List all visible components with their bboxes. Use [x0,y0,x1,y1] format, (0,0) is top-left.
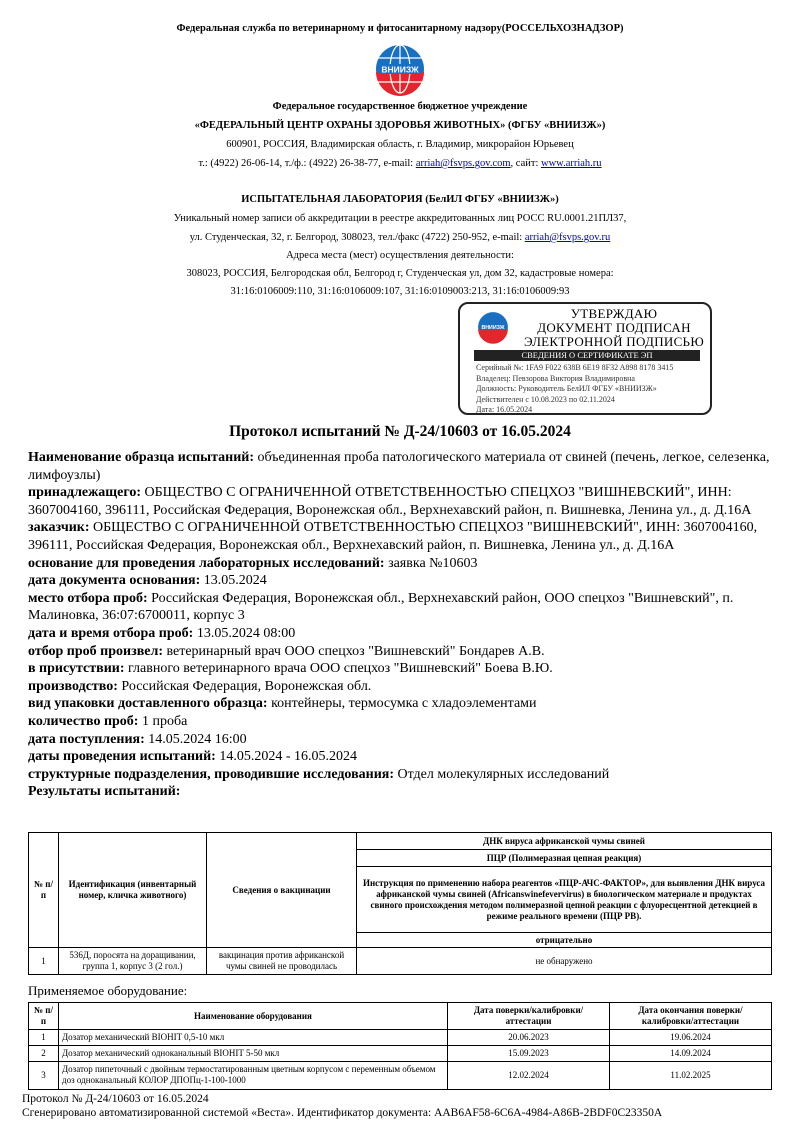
agency-name: Федеральная служба по ветеринарному и фитосанитарному надзору(РОССЕЛЬХОЗНАДЗОР) [176,23,624,34]
field-label: место отбора проб: [28,590,148,606]
table-row [29,948,772,975]
lab-name: ИСПЫТАТЕЛЬНАЯ ЛАБОРАТОРИЯ (БелИЛ ФГБУ «ВНИИЗЖ») [241,194,559,205]
col-num: № п/п [29,833,59,948]
field-label: Результаты испытаний: [28,784,181,800]
header-instruction: Инструкция по применению набора реагентов «ПЦР-АЧС-ФАКТОР», для выявления ДНК вируса африканской чумы свиней (Africanswinefevervirus) в биологическом материале и продуктах свиного происхождения методом полимеразной цепной реакции с флуоресцентной детекцией в режиме реального времени (ПЦР РВ). [357,867,772,933]
field-label: основание для проведения лабораторных исследований: [28,555,385,571]
org-address: 600901, РОССИЯ, Владимирская область, г. Владимир, микрорайон Юрьевец [226,139,574,150]
field-value: 13.05.2024 [200,573,267,589]
eq-col-date: Дата поверки/калибровки/аттестации [448,1003,610,1030]
org-type: Федеральное государственное бюджетное учреждение [272,101,528,112]
field-row [28,643,778,661]
eq-date: 15.09.2023 [448,1045,610,1061]
equipment-label: Применяемое оборудование: [28,983,188,998]
eq-num: 3 [29,1061,59,1089]
field-value: Российская Федерация, Воронежская обл., Верхнехавский район, ООО спецхоз "Вишневский", п. Малиновка, 36:07:6700011, корпус 3 [28,590,734,624]
field-row [28,590,778,625]
eq-num: 2 [29,1045,59,1061]
eq-end: 14.09.2024 [610,1045,772,1061]
table-row [29,1030,772,1046]
stamp-logo-icon [474,309,512,345]
protocol-title: Протокол испытаний № Д-24/10603 от 16.05.2024 [229,423,571,440]
field-row [28,484,778,519]
eq-end: 19.06.2024 [610,1030,772,1046]
eq-col-num: № п/п [29,1003,59,1030]
org-site-link[interactable]: www.arriah.ru [541,158,602,169]
field-value: 13.05.2024 08:00 [193,625,296,641]
eq-num: 1 [29,1030,59,1046]
eq-name: Дозатор механический BIOHIT 0,5-10 мкл [59,1030,448,1046]
eq-name: Дозатор механический одноканальный BIOHIT 5-50 мкл [59,1045,448,1061]
svg-text:ВНИИЗЖ: ВНИИЗЖ [481,325,505,332]
site-label: , сайт: [510,158,541,169]
field-label: дата и время отбора проб: [28,625,194,641]
field-value: главного ветеринарного врача ООО спецхоз "Вишневский" Боева В.Ю. [124,661,553,677]
lab-addr-text: ул. Студенческая, 32, г. Белгород, 308023, тел./факс (4722) 250-952, e-mail: [189,232,525,243]
footer-generated: Сгенерировано автоматизированной системой «Веста». Идентификатор документа: AAB6AF58-6C6A-4984-A86B-2BDF0C23350A [22,1107,663,1119]
field-value: 14.05.2024 - 16.05.2024 [215,749,357,765]
field-row [28,731,778,749]
eq-end: 11.02.2025 [610,1061,772,1089]
field-row [28,695,778,713]
lab-email-link[interactable]: arriah@fsvps.gov.ru [524,232,611,243]
field-row [28,449,778,484]
org-email-link[interactable]: arriah@fsvps.gov.com [415,158,511,169]
org-contacts [0,155,800,173]
eq-col-name: Наименование оборудования [59,1003,448,1030]
field-label: вид упаковки доставленного образца: [28,696,268,712]
field-row [28,625,778,643]
footer-protocol: Протокол № Д-24/10603 от 16.05.2024 [22,1093,209,1105]
org-name: «ФЕДЕРАЛЬНЫЙ ЦЕНТР ОХРАНЫ ЗДОРОВЬЯ ЖИВОТНЫХ» (ФГБУ «ВНИИЗЖ») [194,120,606,131]
header-method: ПЦР (Полимеразная цепная реакция) [357,850,772,867]
e-signature-stamp [458,302,712,415]
stamp-serial: Серийный №: 1FA9 F022 638B 6E19 8F32 A898 8178 3415 [476,363,674,372]
stamp-cert-bar: СВЕДЕНИЯ О СЕРТИФИКАТЕ ЭП [474,350,700,361]
org-phone: т.: (4922) 26-06-14, т./ф.: (4922) 26-38-77, e-mail: [198,158,416,169]
results-table [28,832,772,975]
table-row [29,1045,772,1061]
eq-name: Дозатор пипеточный с двойным термостатированным цветным корпусом с переменным объемом доз одноканальный КОЛОР ДПОПц-1-100-1000 [59,1061,448,1089]
stamp-valid: Действителен с 10.08.2023 по 02.11.2024 [476,394,615,404]
eq-date: 20.06.2023 [448,1030,610,1046]
field-row [28,678,778,696]
row-vacc: вакцинация против африканской чумы свиней не проводилась [207,948,357,975]
stamp-approve: УТВЕРЖДАЮ [570,306,658,321]
field-label: заказчик: [28,520,90,536]
vniizzh-logo [370,40,430,98]
lab-accreditation: Уникальный номер записи об аккредитации в реестре аккредитованных лиц РОСС RU.0001.21ПЛ37, [173,213,627,224]
eq-date: 12.02.2024 [448,1061,610,1089]
stamp-owner: Владелец: Певзорова Виктория Владимировна [476,373,635,383]
field-value: Отдел молекулярных исследований [394,766,610,782]
svg-text:ВНИИЗЖ: ВНИИЗЖ [381,64,419,75]
field-row [28,519,778,554]
stamp-info [476,363,673,416]
row-num: 1 [29,948,59,975]
equipment-table [28,1002,772,1090]
table-row [29,1061,772,1089]
col-id: Идентификация (инвентарный номер, кличка животного) [59,833,207,948]
field-label: производство: [28,678,118,694]
stamp-electronic: ЭЛЕКТРОННОЙ ПОДПИСЬЮ [524,334,704,349]
field-value: Российская Федерация, Воронежская обл. [117,678,372,694]
field-row [28,555,778,573]
field-label: дата документа основания: [28,573,201,589]
field-value: объединенная проба патологического материала от свиней (печень, легкое, селезенка, лимфоузлы) [28,450,770,483]
col-vacc: Сведения о вакцинации [207,833,357,948]
field-value: контейнеры, термосумка с хладоэлементами [267,696,537,712]
field-label: количество проб: [28,713,139,729]
field-label: структурные подразделения, проводившие исследования: [28,766,395,782]
field-value: ветеринарный врач ООО спецхоз "Вишневский" Бондарев А.В. [162,643,545,659]
field-value: ОБЩЕСТВО С ОГРАНИЧЕННОЙ ОТВЕТСТВЕННОСТЬЮ СПЕЦХОЗ "ВИШНЕВСКИЙ", ИНН: 3607004160, 396111, Российская Федерация, Воронежская обл., Верхнехавский район, п. Вишневка, Ленина ул., д. Д.16А [28,485,752,518]
field-row [28,748,778,766]
field-row [28,766,778,784]
stamp-position: Должность: Руководитель БелИЛ ФГБУ «ВНИИЗЖ» [476,384,657,393]
field-label: в присутствии: [28,661,125,677]
field-label: Наименование образца испытаний: [28,450,254,465]
protocol-fields [28,449,778,801]
field-value: 1 проба [138,713,188,729]
eq-col-end: Дата окончания поверки/калибровки/аттестации [610,1003,772,1030]
field-label: дата поступления: [28,731,145,747]
row-result: не обнаружено [357,948,772,975]
lab-places: 308023, РОССИЯ, Белгородская обл, Белгород г, Студенческая ул, дом 32, кадастровые номера: [186,268,614,279]
stamp-signed: ДОКУМЕНТ ПОДПИСАН [537,320,691,335]
lab-places-label: Адреса места (мест) осуществления деятельности: [286,250,514,261]
field-row [28,783,778,801]
field-value: заявка №10603 [384,555,478,571]
field-value: 14.05.2024 16:00 [144,731,247,747]
field-label: отбор проб произвел: [28,643,163,659]
field-row [28,713,778,731]
field-label: даты проведения испытаний: [28,749,216,765]
field-row [28,572,778,590]
field-value: ОБЩЕСТВО С ОГРАНИЧЕННОЙ ОТВЕТСТВЕННОСТЬЮ СПЕЦХОЗ "ВИШНЕВСКИЙ", ИНН: 3607004160, 396111, Российская Федерация, Воронежская обл., Верхнехавский район, п. Вишневка, Ленина ул., д. Д.16А [28,520,758,553]
field-label: принадлежащего: [28,485,141,501]
header-norm: отрицательно [357,933,772,948]
lab-cadastral: 31:16:0106009:110, 31:16:0106009:107, 31:16:0109003:213, 31:16:0106009:93 [230,286,570,297]
lab-address [0,229,800,247]
stamp-date: Дата: 16.05.2024 [476,405,533,414]
field-row [28,660,778,678]
row-id: 536Д, поросята на доращивании, группа 1, корпус 3 (2 гол.) [59,948,207,975]
header-target: ДНК вируса африканской чумы свиней [357,833,772,850]
